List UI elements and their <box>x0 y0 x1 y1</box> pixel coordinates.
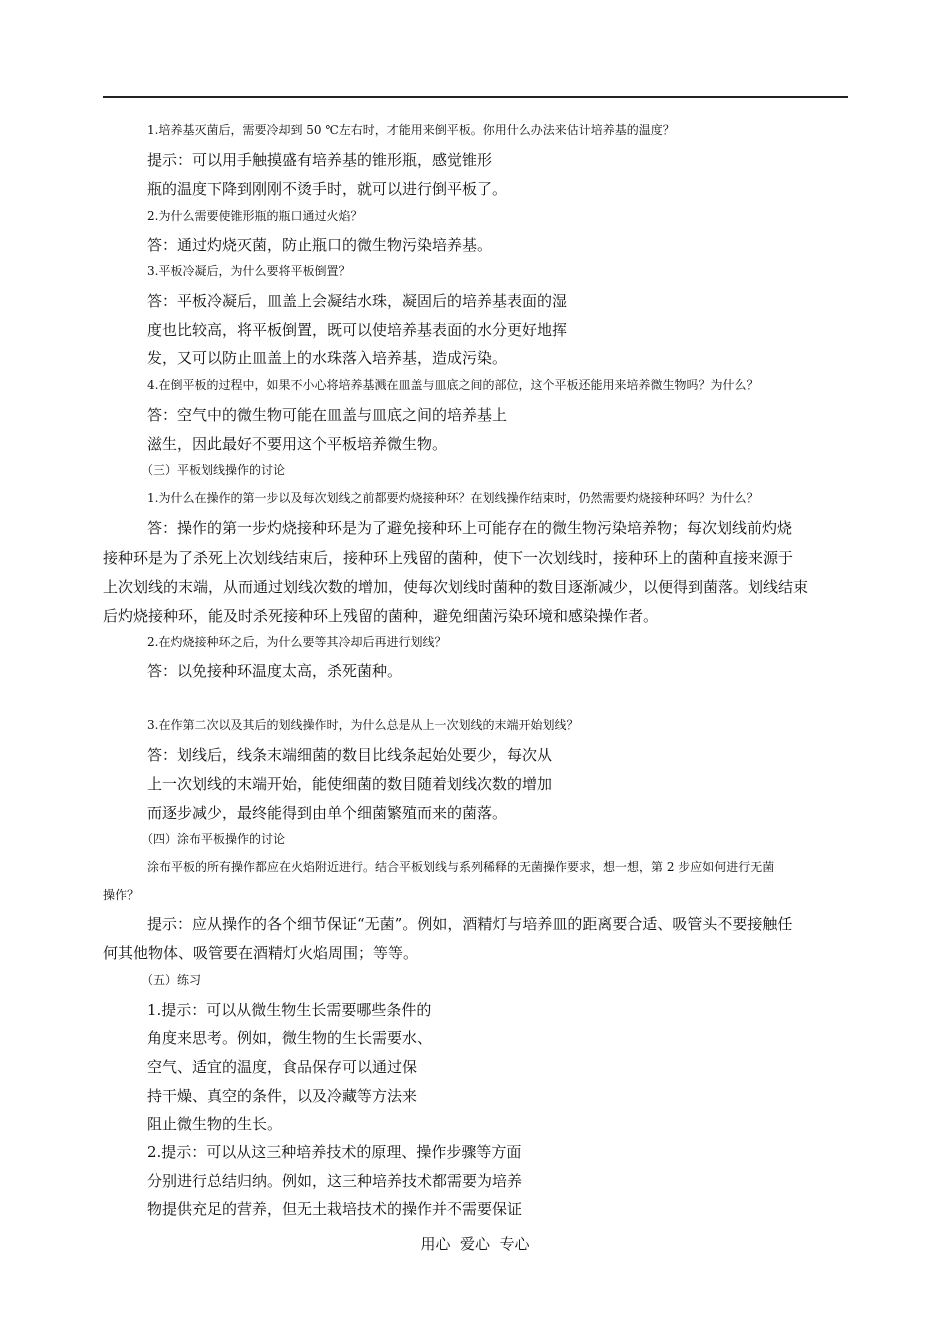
page-footer: 用心 爱心 专心 <box>420 1235 530 1253</box>
section-3-answer-2-line-1: 答：以免接种环温度太高，杀死菌种。 <box>147 662 403 680</box>
section-3-answer-3-line-1: 答：划线后，线条末端细菌的数目比线条起始处要少，每次从 <box>147 746 553 764</box>
section-4-question-line-2: 操作？ <box>103 888 140 902</box>
section-3-answer-3-line-2: 上一次划线的末端开始，能使细菌的数目随着划线次数的增加 <box>147 775 553 793</box>
section-5-line-6: 2.提示：可以从这三种培养技术的原理、操作步骤等方面 <box>147 1143 522 1161</box>
section-3-answer-1-line-4: 后灼烧接种环，能及时杀死接种环上残留的菌种，避免细菌污染环境和感染操作者。 <box>103 607 659 625</box>
section-3-answer-3-line-3: 而逐步减少，最终能得到由单个细菌繁殖而来的菌落。 <box>147 804 508 822</box>
section-4-answer-line-1: 提示：应从操作的各个细节保证“无菌”。例如，酒精灯与培养皿的距离要合适、吸管头不要接触任 <box>147 915 793 933</box>
header-rule <box>103 96 848 98</box>
section-3-answer-1-line-2: 接种环是为了杀死上次划线结束后，接种环上残留的菌种，使下一次划线时，接种环上的菌种直接来源于 <box>103 549 794 567</box>
section-3-answer-1-line-1: 答：操作的第一步灼烧接种环是为了避免接种环上可能存在的微生物污染培养物；每次划线前灼烧 <box>147 519 793 537</box>
section-5-heading: （五）练习 <box>141 973 202 987</box>
question-4: 4.在倒平板的过程中，如果不小心将培养基溅在皿盖与皿底之间的部位，这个平板还能用来培养微生物吗？为什么？ <box>147 378 759 392</box>
section-4-heading: （四）涂布平板操作的讨论 <box>141 832 286 846</box>
section-4-answer-line-2: 何其他物体、吸管要在酒精灯火焰周围；等等。 <box>103 944 419 962</box>
section-3-question-3: 3.在作第二次以及其后的划线操作时，为什么总是从上一次划线的末端开始划线？ <box>147 718 579 732</box>
section-5-line-3: 空气、适宜的温度，食品保存可以通过保 <box>147 1058 418 1076</box>
answer-4-line-1: 答：空气中的微生物可能在皿盖与皿底之间的培养基上 <box>147 406 508 424</box>
section-5-line-7: 分别进行总结归纳。例如，这三种培养技术都需要为培养 <box>147 1172 523 1190</box>
answer-1-line-1: 提示：可以用手触摸盛有培养基的锥形瓶，感觉锥形 <box>147 151 493 169</box>
section-5-line-1: 1.提示：可以从微生物生长需要哪些条件的 <box>147 1001 432 1019</box>
section-5-line-2: 角度来思考。例如，微生物的生长需要水、 <box>147 1029 433 1047</box>
section-4-question-line-1: 涂布平板的所有操作都应在火焰附近进行。结合平板划线与系列稀释的无菌操作要求，想一想，第 2 步应如何进行无菌 <box>147 860 775 874</box>
question-2: 2.为什么需要使锥形瓶的瓶口通过火焰？ <box>147 209 363 223</box>
question-3: 3.平板冷凝后，为什么要将平板倒置？ <box>147 264 351 278</box>
section-3-answer-1-line-3: 上次划线的末端，从而通过划线次数的增加，使每次划线时菌种的数目逐渐减少，以便得到菌落。划线结束 <box>103 578 809 596</box>
section-5-line-5: 阻止微生物的生长。 <box>147 1115 283 1133</box>
question-1: 1.培养基灭菌后，需要冷却到 50 ℃左右时，才能用来倒平板。你用什么办法来估计培养基的温度？ <box>147 123 675 137</box>
section-3-heading: （三）平板划线操作的讨论 <box>141 463 286 477</box>
answer-3-line-3: 发，又可以防止皿盖上的水珠落入培养基，造成污染。 <box>147 349 508 367</box>
answer-3-line-2: 度也比较高，将平板倒置，既可以使培养基表面的水分更好地挥 <box>147 321 568 339</box>
section-5-line-8: 物提供充足的营养，但无土栽培技术的操作并不需要保证 <box>147 1200 523 1218</box>
answer-4-line-2: 滋生，因此最好不要用这个平板培养微生物。 <box>147 435 448 453</box>
section-5-line-4: 持干燥、真空的条件，以及冷藏等方法来 <box>147 1087 418 1105</box>
section-3-question-1: 1.为什么在操作的第一步以及每次划线之前都要灼烧接种环？在划线操作结束时，仍然需要灼烧接种环吗？为什么？ <box>147 491 759 505</box>
answer-2-line-1: 答：通过灼烧灭菌，防止瓶口的微生物污染培养基。 <box>147 236 493 254</box>
answer-1-line-2: 瓶的温度下降到刚刚不烫手时，就可以进行倒平板了。 <box>147 180 508 198</box>
answer-3-line-1: 答：平板冷凝后，皿盖上会凝结水珠，凝固后的培养基表面的湿 <box>147 292 568 310</box>
section-3-question-2: 2.在灼烧接种环之后，为什么要等其冷却后再进行划线？ <box>147 635 447 649</box>
